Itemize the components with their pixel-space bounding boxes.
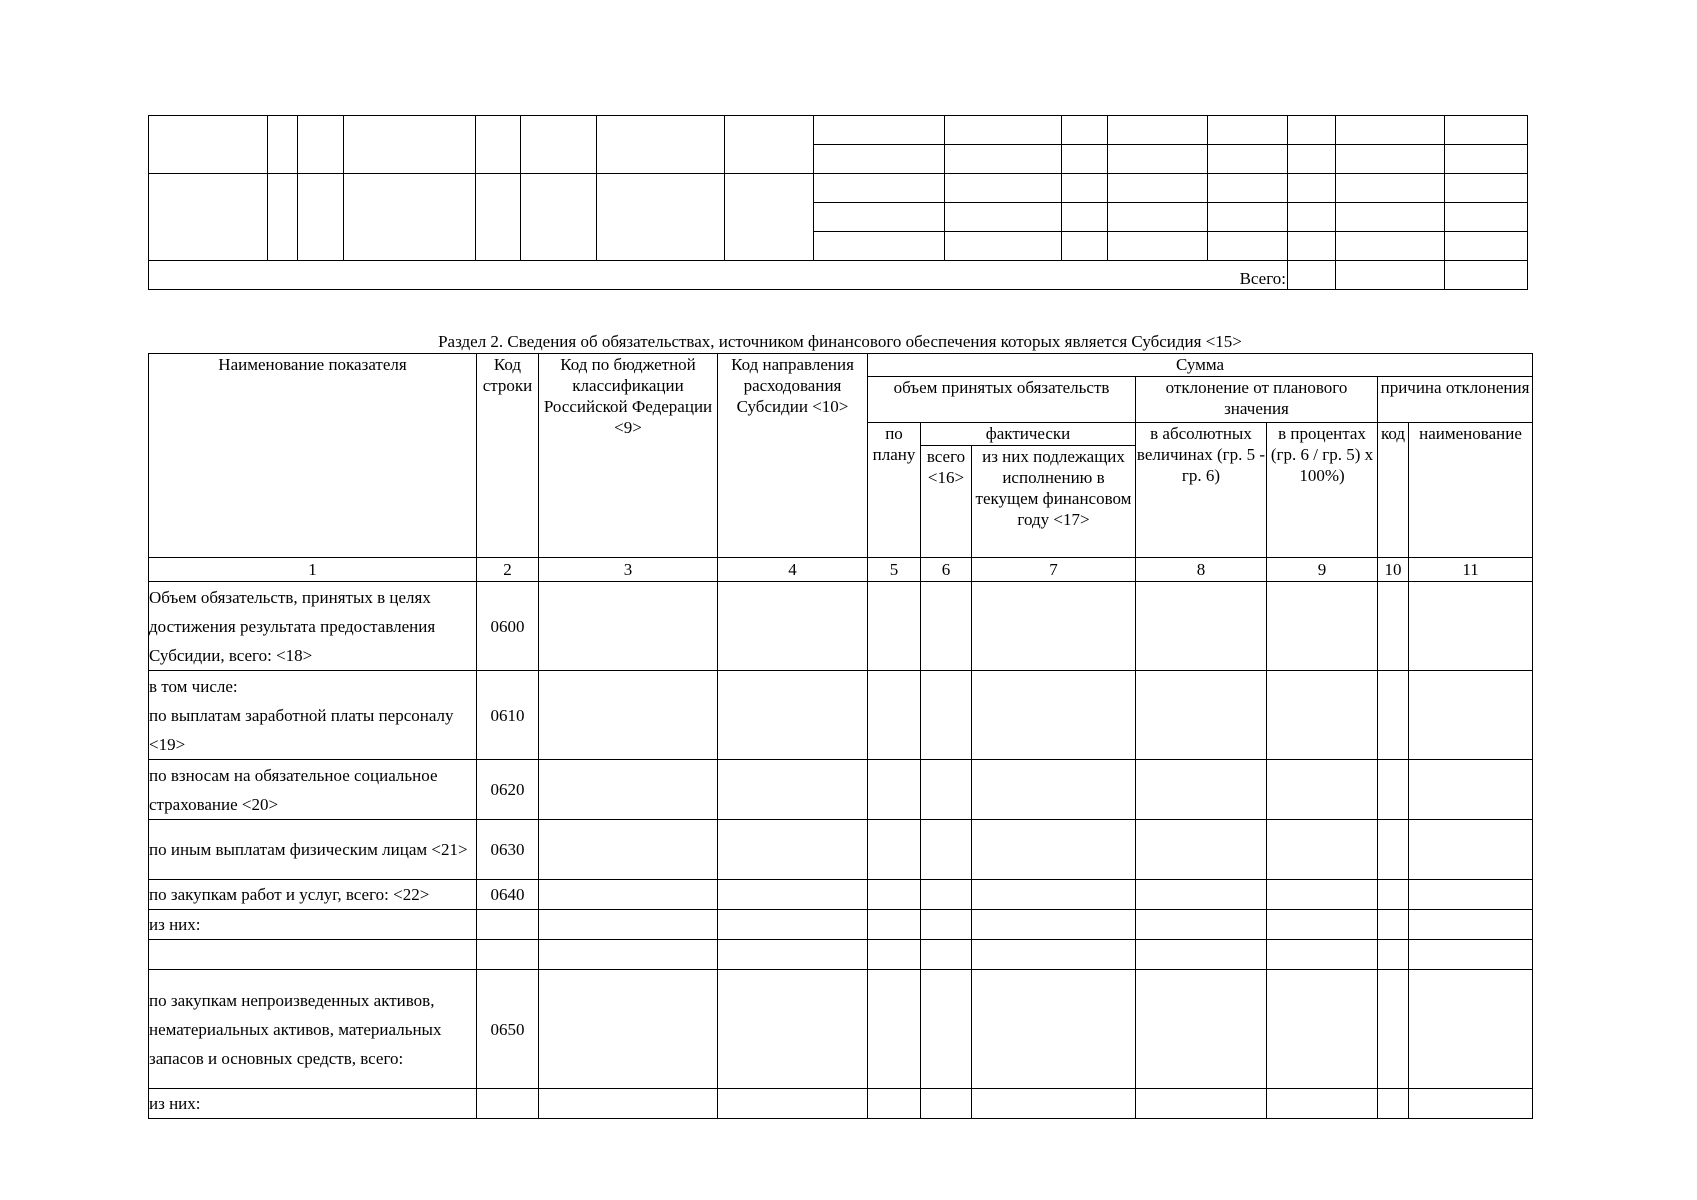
table-cell <box>814 203 945 232</box>
table-cell[interactable] <box>1267 880 1378 910</box>
table-cell[interactable] <box>539 970 718 1089</box>
header-by-plan: по плану <box>868 423 921 558</box>
table-cell <box>725 116 814 174</box>
table-row <box>149 760 1533 820</box>
table-cell[interactable] <box>921 582 972 671</box>
row-label: в том числе: по выплатам заработной платы персоналу <19> <box>149 671 477 760</box>
table-cell[interactable] <box>718 820 868 880</box>
table-cell[interactable] <box>1136 820 1267 880</box>
table-cell <box>298 116 344 174</box>
total-label: Всего: <box>149 261 1288 290</box>
row-code: 0600 <box>477 582 539 671</box>
header-row <box>149 354 1533 377</box>
table-cell <box>1208 232 1288 261</box>
table-cell[interactable] <box>868 671 921 760</box>
table-row <box>149 582 1533 671</box>
table-cell <box>1108 116 1208 145</box>
table-cell[interactable] <box>921 760 972 820</box>
table-cell[interactable] <box>868 582 921 671</box>
row-label: по иным выплатам физическим лицам <21> <box>149 820 477 880</box>
table-cell[interactable] <box>1378 582 1409 671</box>
header-absolute: в абсолютных величинах (гр. 5 - гр. 6) <box>1136 423 1267 558</box>
column-number: 6 <box>921 558 972 582</box>
table-cell[interactable] <box>1136 582 1267 671</box>
table-cell <box>344 116 476 174</box>
column-numbers-row <box>149 558 1533 582</box>
table-cell <box>945 232 1062 261</box>
table-cell[interactable] <box>972 820 1136 880</box>
table-cell[interactable] <box>539 1089 718 1119</box>
header-row-code: Код строки <box>477 354 539 558</box>
table-cell[interactable] <box>718 760 868 820</box>
top-table-row <box>149 174 1528 203</box>
row-label: Объем обязательств, принятых в целях достижения результата предоставления Субсидии, всего: <18> <box>149 582 477 671</box>
table-cell <box>1208 145 1288 174</box>
table-cell[interactable] <box>718 880 868 910</box>
table-row <box>149 970 1533 1089</box>
table-cell[interactable] <box>1136 760 1267 820</box>
table-cell[interactable] <box>1136 671 1267 760</box>
table-cell[interactable] <box>1409 1089 1533 1119</box>
table-cell[interactable] <box>1267 671 1378 760</box>
table-cell[interactable] <box>718 582 868 671</box>
table-cell <box>521 116 597 174</box>
row-label: по закупкам непроизведенных активов, нематериальных активов, материальных запасов и основных средств, всего: <box>149 970 477 1089</box>
table-cell <box>814 145 945 174</box>
table-cell[interactable] <box>868 880 921 910</box>
table-cell[interactable] <box>718 1089 868 1119</box>
table-cell[interactable] <box>1378 910 1409 940</box>
table-cell[interactable] <box>972 671 1136 760</box>
header-obligations-volume: объем принятых обязательств <box>868 377 1136 423</box>
table-cell <box>268 116 298 174</box>
row-label <box>149 940 477 970</box>
row-code: 0620 <box>477 760 539 820</box>
table-cell <box>1288 232 1336 261</box>
header-budget-code: Код по бюджетной классификации Российской Федерации <9> <box>539 354 718 558</box>
table-cell[interactable] <box>1136 880 1267 910</box>
table-cell[interactable] <box>718 940 868 970</box>
total-cell <box>1288 261 1336 290</box>
table-cell[interactable] <box>1136 940 1267 970</box>
column-number: 11 <box>1409 558 1533 582</box>
table-cell <box>521 174 597 261</box>
table-row <box>149 940 1533 970</box>
table-cell[interactable] <box>539 760 718 820</box>
column-number: 10 <box>1378 558 1409 582</box>
table-cell <box>268 174 298 261</box>
table-cell[interactable] <box>1409 880 1533 910</box>
header-deviation-reason: причина отклонения <box>1378 377 1533 423</box>
total-cell <box>1336 261 1445 290</box>
table-cell <box>1208 203 1288 232</box>
table-cell[interactable] <box>868 760 921 820</box>
column-number: 5 <box>868 558 921 582</box>
row-code <box>477 910 539 940</box>
column-number: 8 <box>1136 558 1267 582</box>
table-cell[interactable] <box>868 1089 921 1119</box>
table-cell[interactable] <box>1378 940 1409 970</box>
table-cell[interactable] <box>972 970 1136 1089</box>
table-row <box>149 1089 1533 1119</box>
table-cell[interactable] <box>1378 970 1409 1089</box>
table-cell[interactable] <box>921 910 972 940</box>
table-cell <box>945 145 1062 174</box>
table-cell[interactable] <box>539 910 718 940</box>
table-cell[interactable] <box>1378 760 1409 820</box>
table-cell[interactable] <box>972 760 1136 820</box>
total-cell <box>1445 261 1528 290</box>
header-actual: фактически <box>921 423 1136 446</box>
row-label: по закупкам работ и услуг, всего: <22> <box>149 880 477 910</box>
table-cell[interactable] <box>1409 910 1533 940</box>
table-cell[interactable] <box>921 1089 972 1119</box>
row-code: 0610 <box>477 671 539 760</box>
table-cell <box>298 174 344 261</box>
table-cell <box>1336 232 1445 261</box>
table-cell[interactable] <box>1267 760 1378 820</box>
table-cell[interactable] <box>972 880 1136 910</box>
table-cell[interactable] <box>718 671 868 760</box>
table-cell[interactable] <box>972 582 1136 671</box>
table-cell[interactable] <box>1378 880 1409 910</box>
table-cell <box>1445 203 1528 232</box>
table-cell <box>1108 174 1208 203</box>
table-cell[interactable] <box>1409 760 1533 820</box>
table-cell <box>344 174 476 261</box>
header-sum: Сумма <box>868 354 1533 377</box>
table-cell <box>1208 116 1288 145</box>
table-cell <box>1108 145 1208 174</box>
row-label: по взносам на обязательное социальное страхование <20> <box>149 760 477 820</box>
header-percent: в процентах (гр. 6 / гр. 5) x 100%) <box>1267 423 1378 558</box>
row-label: из них: <box>149 1089 477 1119</box>
table-cell[interactable] <box>1136 910 1267 940</box>
row-code: 0650 <box>477 970 539 1089</box>
table-cell <box>814 116 945 145</box>
table-cell[interactable] <box>1409 940 1533 970</box>
table-cell[interactable] <box>1409 582 1533 671</box>
table-cell[interactable] <box>972 910 1136 940</box>
header-code: код <box>1378 423 1409 558</box>
table-cell[interactable] <box>718 910 868 940</box>
table-cell[interactable] <box>921 940 972 970</box>
table-cell <box>149 174 268 261</box>
table-cell[interactable] <box>868 820 921 880</box>
table-cell <box>945 116 1062 145</box>
table-cell <box>1062 145 1108 174</box>
column-number: 9 <box>1267 558 1378 582</box>
header-total-16: всего <16> <box>921 446 972 558</box>
table-cell[interactable] <box>972 1089 1136 1119</box>
table-cell <box>476 116 521 174</box>
table-cell <box>149 116 268 174</box>
table-cell <box>1108 232 1208 261</box>
table-cell <box>1062 232 1108 261</box>
table-row <box>149 880 1533 910</box>
table-cell <box>1445 174 1528 203</box>
table-cell[interactable] <box>1409 820 1533 880</box>
table-row <box>149 671 1533 760</box>
table-cell <box>1108 203 1208 232</box>
column-number: 4 <box>718 558 868 582</box>
top-table <box>148 115 1528 290</box>
table-cell <box>1062 174 1108 203</box>
table-cell[interactable] <box>1378 820 1409 880</box>
row-code <box>477 940 539 970</box>
table-cell <box>1336 203 1445 232</box>
table-cell[interactable] <box>1409 970 1533 1089</box>
column-number: 2 <box>477 558 539 582</box>
row-code: 0640 <box>477 880 539 910</box>
table-cell[interactable] <box>921 880 972 910</box>
table-cell <box>1288 145 1336 174</box>
table-cell <box>1208 174 1288 203</box>
column-number: 7 <box>972 558 1136 582</box>
table-row <box>149 910 1533 940</box>
table-cell <box>597 174 725 261</box>
table-cell <box>476 174 521 261</box>
table-cell[interactable] <box>1378 1089 1409 1119</box>
table-cell[interactable] <box>539 820 718 880</box>
table-cell <box>1445 116 1528 145</box>
row-code <box>477 1089 539 1119</box>
table-cell[interactable] <box>1136 1089 1267 1119</box>
header-of-which-current-year: из них подлежащих исполнению в текущем финансовом году <17> <box>972 446 1136 558</box>
table-cell[interactable] <box>1378 671 1409 760</box>
table-cell <box>1062 116 1108 145</box>
table-cell <box>814 174 945 203</box>
table-cell <box>1288 116 1336 145</box>
table-cell[interactable] <box>1267 910 1378 940</box>
table-cell <box>597 116 725 174</box>
column-number: 3 <box>539 558 718 582</box>
table-cell[interactable] <box>539 940 718 970</box>
header-direction-code: Код направления расходования Субсидии <10> <box>718 354 868 558</box>
table-cell <box>814 232 945 261</box>
table-cell[interactable] <box>972 940 1136 970</box>
table-cell[interactable] <box>1267 940 1378 970</box>
table-cell <box>1336 145 1445 174</box>
table-cell <box>725 174 814 261</box>
table-cell[interactable] <box>1267 1089 1378 1119</box>
table-cell[interactable] <box>539 582 718 671</box>
table-cell[interactable] <box>921 671 972 760</box>
table-cell[interactable] <box>1409 671 1533 760</box>
row-code: 0630 <box>477 820 539 880</box>
table-cell[interactable] <box>868 940 921 970</box>
obligations-table <box>148 353 1533 1119</box>
table-cell[interactable] <box>539 880 718 910</box>
table-row <box>149 820 1533 880</box>
table-cell <box>1288 203 1336 232</box>
table-cell <box>1445 145 1528 174</box>
header-indicator-name: Наименование показателя <box>149 354 477 558</box>
table-cell <box>1445 232 1528 261</box>
table-cell <box>1336 174 1445 203</box>
table-cell[interactable] <box>868 970 921 1089</box>
table-cell[interactable] <box>718 970 868 1089</box>
header-name: наименование <box>1409 423 1533 558</box>
table-cell[interactable] <box>1267 582 1378 671</box>
table-cell[interactable] <box>1267 970 1378 1089</box>
table-cell <box>1336 116 1445 145</box>
section-title: Раздел 2. Сведения об обязательствах, источником финансового обеспечения которых является Субсидия <15> <box>438 332 1242 351</box>
table-cell[interactable] <box>921 820 972 880</box>
table-cell[interactable] <box>868 910 921 940</box>
column-number: 1 <box>149 558 477 582</box>
table-cell[interactable] <box>1136 970 1267 1089</box>
table-cell <box>945 203 1062 232</box>
table-cell <box>1288 174 1336 203</box>
top-table-row <box>149 116 1528 145</box>
table-cell <box>1062 203 1108 232</box>
top-table-total-row <box>149 261 1528 290</box>
table-cell[interactable] <box>921 970 972 1089</box>
table-cell <box>945 174 1062 203</box>
row-label: из них: <box>149 910 477 940</box>
table-cell[interactable] <box>539 671 718 760</box>
header-deviation: отклонение от планового значения <box>1136 377 1378 423</box>
table-cell[interactable] <box>1267 820 1378 880</box>
